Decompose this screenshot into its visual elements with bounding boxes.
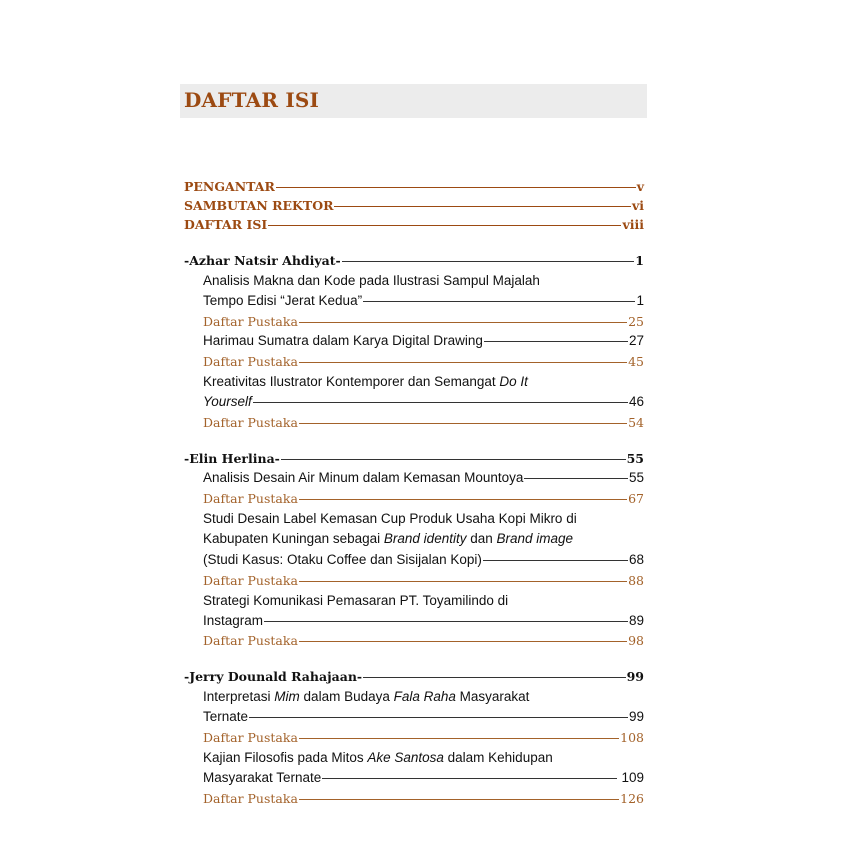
toc-page: 109	[617, 770, 644, 785]
toc-label: PENGANTAR	[184, 179, 275, 194]
biblio-label: Daftar Pustaka	[203, 415, 298, 430]
leader	[334, 206, 631, 207]
author-page: 55	[626, 451, 644, 466]
toc-label: Tempo Edisi “Jerat Kedua”	[203, 293, 363, 308]
daftar-pustaka-entry[interactable]	[203, 730, 644, 745]
biblio-page: 98	[628, 633, 644, 648]
leader	[299, 641, 627, 642]
toc-entry-text[interactable]	[203, 374, 528, 389]
leader	[299, 423, 627, 424]
text-segment: Masyarakat	[455, 689, 530, 704]
toc-label: Harimau Sumatra dalam Karya Digital Drawing	[203, 333, 483, 348]
toc-label: Yourself	[203, 394, 252, 409]
text-segment-italic: Brand image	[496, 531, 574, 546]
toc-entry-pengantar[interactable]	[184, 179, 644, 194]
daftar-pustaka-entry[interactable]	[203, 491, 644, 506]
text-segment-italic: Brand identity	[383, 531, 467, 546]
leader	[483, 560, 628, 561]
leader	[253, 402, 628, 403]
author-name: -Elin Herlina-	[184, 451, 280, 466]
author-elin[interactable]	[184, 451, 644, 466]
leader	[299, 581, 627, 582]
leader	[249, 717, 628, 718]
daftar-pustaka-entry[interactable]	[203, 354, 644, 369]
toc-label: (Studi Kasus: Otaku Coffee dan Sisijalan Kopi)	[203, 552, 482, 567]
toc-label: Instagram	[203, 613, 264, 628]
author-page: 1	[635, 253, 644, 268]
daftar-pustaka-entry[interactable]	[203, 314, 644, 329]
toc-entry[interactable]	[203, 613, 644, 628]
toc-page: 99	[628, 709, 644, 724]
biblio-label: Daftar Pustaka	[203, 491, 298, 506]
biblio-page: 25	[628, 314, 644, 329]
text-segment-italic: Ake Santosa	[367, 750, 444, 765]
toc-page: 46	[628, 394, 644, 409]
toc-page: 89	[628, 613, 644, 628]
daftar-pustaka-entry[interactable]	[203, 573, 644, 588]
daftar-pustaka-entry[interactable]	[203, 415, 644, 430]
toc-page: 68	[628, 552, 644, 567]
leader	[299, 499, 627, 500]
author-jerry[interactable]	[184, 669, 644, 684]
toc-entry[interactable]	[203, 552, 644, 567]
text-segment: Kajian Filosofis pada Mitos	[203, 750, 368, 765]
biblio-page: 108	[620, 730, 644, 745]
toc-page: vi	[631, 198, 644, 213]
toc-entry[interactable]	[203, 333, 644, 348]
title-bar	[180, 84, 647, 118]
biblio-label: Daftar Pustaka	[203, 314, 298, 329]
toc-entry[interactable]	[203, 470, 644, 485]
toc-page: 1	[636, 293, 644, 308]
leader	[299, 362, 627, 363]
toc-entry[interactable]	[203, 293, 644, 308]
text-segment: dalam Budaya	[299, 689, 394, 704]
toc-page: viii	[622, 217, 644, 232]
biblio-label: Daftar Pustaka	[203, 354, 298, 369]
biblio-label: Daftar Pustaka	[203, 730, 298, 745]
text-segment: Kreativitas Ilustrator Kontemporer dan Semangat	[203, 374, 500, 389]
toc-label: DAFTAR ISI	[184, 217, 268, 232]
toc-page: 27	[628, 333, 644, 348]
toc-label: Masyarakat Ternate	[203, 770, 322, 785]
biblio-label: Daftar Pustaka	[203, 791, 298, 806]
text-segment-italic: Fala Raha	[393, 689, 456, 704]
leader	[276, 187, 636, 188]
leader	[363, 301, 635, 302]
toc-entry-text[interactable]: Studi Desain Label Kemasan Cup Produk Usaha Kopi Mikro di	[203, 511, 577, 526]
leader	[484, 341, 628, 342]
biblio-page: 67	[628, 491, 644, 506]
leader	[322, 778, 616, 779]
toc-label: Ternate	[203, 709, 249, 724]
toc-entry[interactable]	[203, 394, 644, 409]
toc-entry[interactable]	[203, 770, 644, 785]
biblio-page: 54	[628, 415, 644, 430]
biblio-page: 126	[620, 791, 644, 806]
leader	[299, 322, 627, 323]
leader	[268, 225, 621, 226]
text-segment-italic: Do It	[499, 374, 528, 389]
toc-label: Analisis Desain Air Minum dalam Kemasan Mountoya	[203, 470, 524, 485]
toc-page: v	[636, 179, 644, 194]
biblio-label: Daftar Pustaka	[203, 573, 298, 588]
author-page: 99	[626, 669, 644, 684]
toc-entry-text[interactable]	[203, 689, 529, 704]
leader	[299, 799, 619, 800]
text-segment: Interpretasi	[203, 689, 275, 704]
daftar-pustaka-entry[interactable]	[203, 791, 644, 806]
daftar-pustaka-entry[interactable]	[203, 633, 644, 648]
author-azhar[interactable]	[184, 253, 644, 268]
author-name: -Jerry Dounald Rahajaan-	[184, 669, 363, 684]
toc-entry-text[interactable]: Strategi Komunikasi Pemasaran PT. Toyamilindo di	[203, 593, 509, 608]
biblio-label: Daftar Pustaka	[203, 633, 298, 648]
leader	[363, 677, 625, 678]
leader	[524, 478, 628, 479]
toc-entry[interactable]	[203, 709, 644, 724]
leader	[342, 261, 635, 262]
text-segment: dan	[466, 531, 497, 546]
toc-entry-sambutan-rektor[interactable]	[184, 198, 644, 213]
toc-entry-text[interactable]	[203, 750, 553, 765]
toc-entry-daftar-isi[interactable]	[184, 217, 644, 232]
leader	[281, 459, 626, 460]
leader	[299, 738, 619, 739]
text-segment: Kabupaten Kuningan sebagai	[203, 531, 384, 546]
page-title: DAFTAR ISI	[184, 88, 320, 112]
toc-page: 55	[628, 470, 644, 485]
text-segment: dalam Kehidupan	[443, 750, 553, 765]
toc-entry-text[interactable]	[203, 531, 573, 546]
leader	[264, 621, 628, 622]
toc-label: SAMBUTAN REKTOR	[184, 198, 334, 213]
text-segment-italic: Mim	[274, 689, 300, 704]
author-name: -Azhar Natsir Ahdiyat-	[184, 253, 341, 268]
biblio-page: 88	[628, 573, 644, 588]
toc-entry-text[interactable]: Analisis Makna dan Kode pada Ilustrasi Sampul Majalah	[203, 273, 540, 288]
biblio-page: 45	[628, 354, 644, 369]
